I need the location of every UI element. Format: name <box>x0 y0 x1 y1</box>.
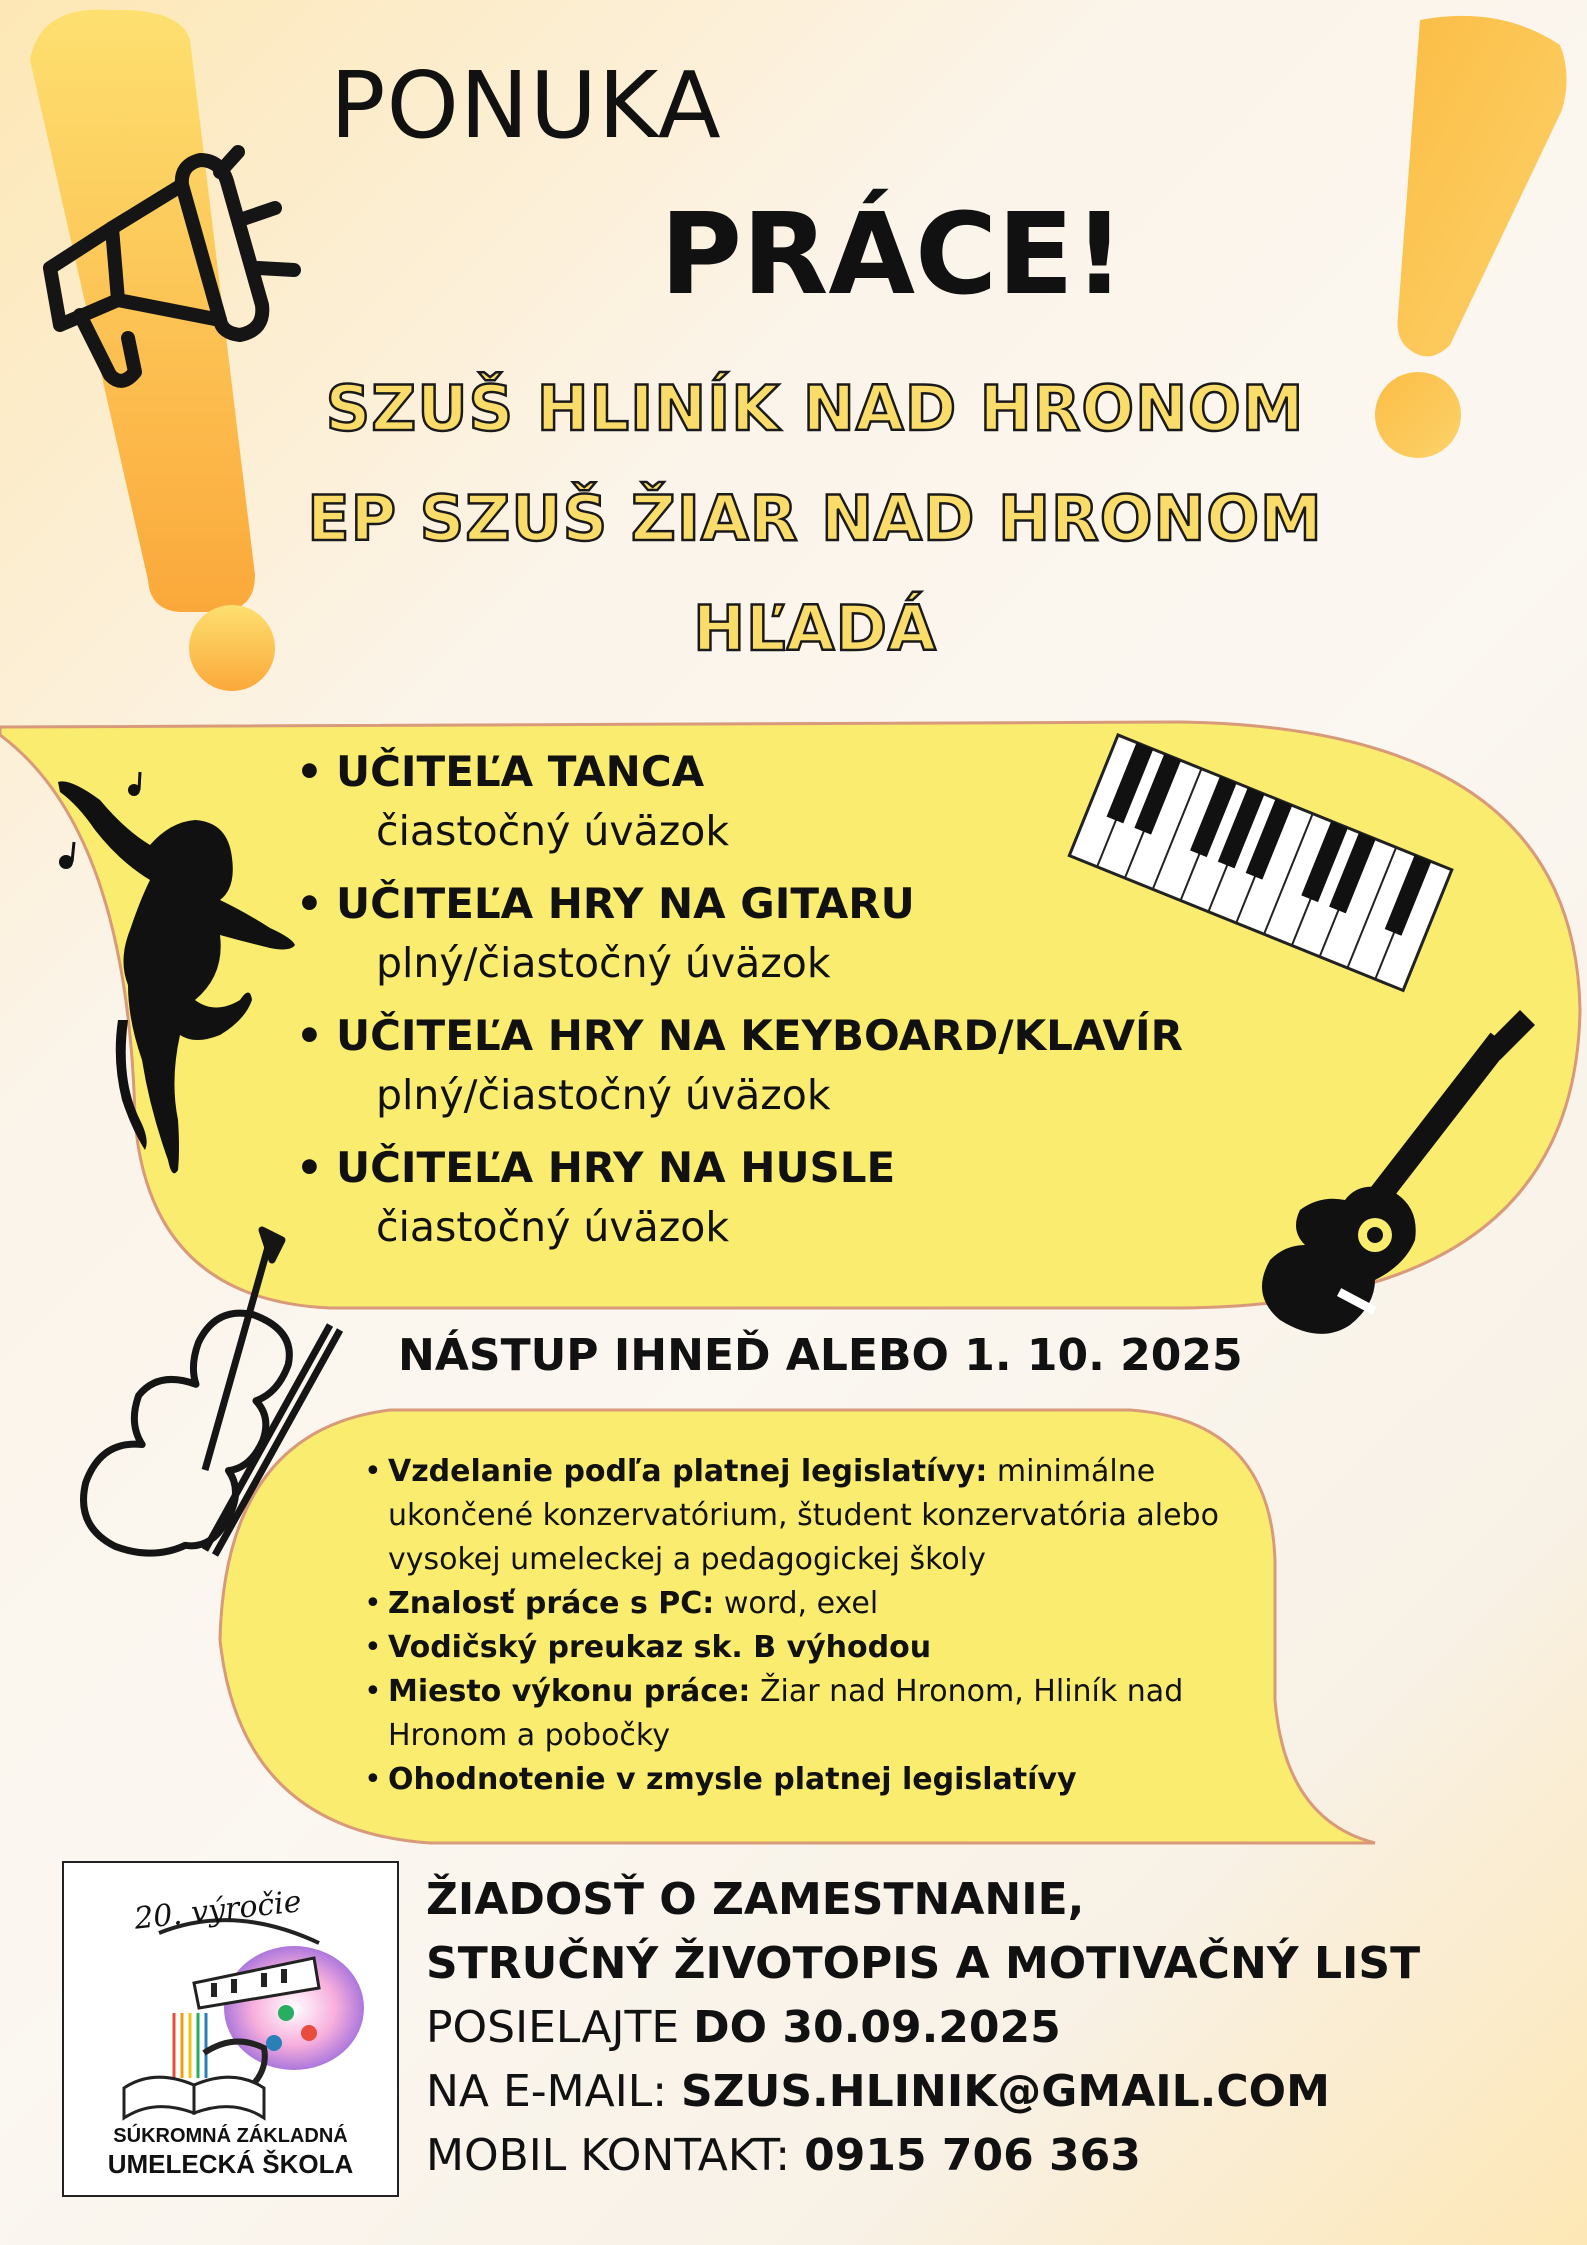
position-type: plný/čiastočný úväzok <box>376 939 831 987</box>
contact-send-prefix: POSIELAJTE <box>426 2002 694 2053</box>
position-title: • UČITEĽA HRY NA KEYBOARD/KLAVÍR <box>296 1009 1296 1063</box>
position-item <box>336 1009 1296 1141</box>
start-date: NÁSTUP IHNEĎ ALEBO 1. 10. 2025 <box>398 1330 1243 1381</box>
position-type: plný/čiastočný úväzok <box>376 1071 831 1119</box>
requirement-label: Miesto výkonu práce: <box>388 1674 751 1709</box>
requirements-list <box>368 1450 1248 1802</box>
position-title: • UČITEĽA HRY NA GITARU <box>296 877 1296 931</box>
contact-email[interactable]: SZUS.HLINIK@GMAIL.COM <box>681 2066 1330 2117</box>
position-type: čiastočný úväzok <box>376 1203 730 1251</box>
position-title: • UČITEĽA TANCA <box>296 745 1296 799</box>
contact-phone[interactable]: 0915 706 363 <box>804 2130 1141 2181</box>
position-title: • UČITEĽA HRY NA HUSLE <box>296 1141 1296 1195</box>
position-item <box>336 745 1296 877</box>
title-prace: PRÁCE! <box>660 190 1125 320</box>
requirement-item <box>368 1758 1248 1802</box>
title-ponuka: PONUKA <box>330 52 722 159</box>
position-type: čiastočný úväzok <box>376 807 730 855</box>
contact-deadline: DO 30.09.2025 <box>693 2002 1061 2053</box>
exclamation-left-icon <box>30 10 275 691</box>
requirement-item <box>368 1670 1248 1758</box>
position-item <box>336 1141 1296 1273</box>
requirement-item <box>368 1450 1248 1582</box>
requirement-text: word, exel <box>714 1586 879 1621</box>
requirement-item <box>368 1626 1248 1670</box>
contact-email-row <box>426 2060 1330 2124</box>
contact-line2: STRUČNÝ ŽIVOTOPIS A MOTIVAČNÝ LIST <box>426 1938 1421 1989</box>
position-item <box>336 877 1296 1009</box>
requirement-text: minimálne ukončené konzervatórium, študent konzervatória alebo vysokej umeleckej a pedagogickej školy <box>388 1454 1219 1577</box>
contact-email-prefix: NA E-MAIL: <box>426 2066 682 2117</box>
contact-line1: ŽIADOSŤ O ZAMESTNANIE, <box>426 1874 1085 1925</box>
logo-name-line1: SÚKROMNÁ ZÁKLADNÁ <box>113 2125 348 2147</box>
school-line-3: HĽADÁ <box>693 592 937 665</box>
requirement-label: Vzdelanie podľa platnej legislatívy: <box>388 1454 988 1489</box>
logo-anniversary: 20. výročie <box>132 1884 304 1937</box>
contact-phone-row <box>426 2124 1141 2188</box>
requirement-label: Znalosť práce s PC: <box>388 1586 715 1621</box>
positions-list <box>336 745 1296 1273</box>
school-logo <box>62 1861 399 2197</box>
requirement-item <box>368 1582 1248 1626</box>
logo-name-line2: UMELECKÁ ŠKOLA <box>107 2149 354 2179</box>
requirement-label: Vodičský preukaz sk. B výhodou <box>388 1630 932 1665</box>
requirement-text: Žiar nad Hronom, Hliník nad Hronom a pobočky <box>388 1674 1184 1753</box>
requirement-label: Ohodnotenie v zmysle platnej legislatívy <box>388 1762 1077 1797</box>
school-line-1: SZUŠ HLINÍK NAD HRONOM <box>325 372 1305 445</box>
contact-send <box>426 1996 1061 2060</box>
contact-phone-prefix: MOBIL KONTAKT: <box>426 2130 805 2181</box>
school-line-2: EP SZUŠ ŽIAR NAD HRONOM <box>307 482 1323 555</box>
